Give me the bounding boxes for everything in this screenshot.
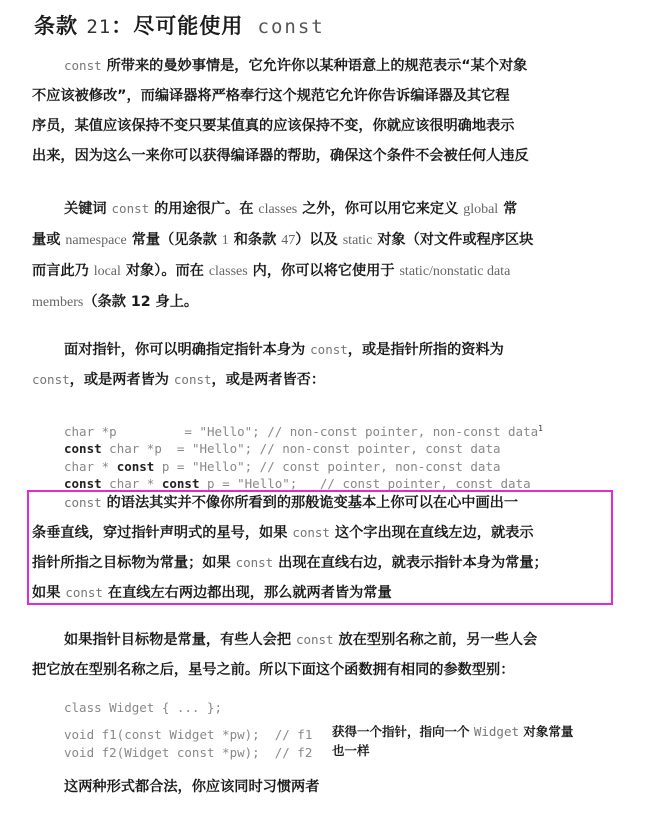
code-annotation: 获得一个指针，指向一个 Widget 对象常量 也一样 bbox=[332, 724, 574, 758]
code-line: char * const p = "Hello"; // const pointer, non-const data bbox=[64, 458, 501, 474]
paragraph-1: const 所带来的曼妙事情是，它允许你以某种语意上的规范表示“某个对象 不应该被修改”，而编译器将严格奉行这个规范它允许你告诉编译器及其它程 序员，某值应该保持不变只要某值真的应该保持不变，你就应该很明确地表示 出来，因为这么一来你可以获得编译器的帮助，确保这个条件不会被任何人违反 bbox=[32, 58, 529, 164]
paragraph-3: 面对指针，你可以明确指定指针本身为 const，或是指针所指的资料为 const，或是两者皆为 const，或是两者皆否： bbox=[32, 342, 504, 388]
code-line-f1: void f1(const Widget *pw); // f1 bbox=[64, 727, 313, 742]
code-line-class-widget: class Widget { ... }; bbox=[64, 700, 223, 715]
code-line: char *p = "Hello"; // non-const pointer, non-const data$^1$ bbox=[64, 423, 543, 439]
title-text: 尽可能使用 bbox=[133, 14, 244, 38]
page-title bbox=[34, 10, 325, 40]
title-number: 21 bbox=[86, 16, 112, 38]
code-line: const char *p = "Hello"; // non-const pointer, const data bbox=[64, 441, 501, 457]
paragraph-4: const 的语法其实并不像你所看到的那般诡变基本上你可以在心中画出一 条垂直线，穿过指针声明式的星号，如果 const 这个字出现在直线左边，就表示 指针所指之目标物为常量；如果 const 出现在直线右边，就表示指针本身为常量； 如果 const 在直线左右两边都出现，那么就两者皆为常量 bbox=[32, 495, 548, 601]
paragraph-2: 关键词 const 的用途很广。在 classes 之外，你可以用它来定义 global 常 量或 namespace 常量（见条款 1 和条款 47）以及 static 对象（对文件或程序区块 而言此乃 local 对象）。而在 classes 内，你可以将它使用于 static/nonstatic data members（条款 12 身上。 bbox=[32, 201, 534, 310]
paragraph-6: 这两种形式都合法，你应该同时习惯两者 bbox=[64, 779, 320, 795]
paragraph-5: 如果指针目标物是常量，有些人会把 const 放在型别名称之前，另一些人会 把它放在型别名称之后，星号之前。所以下面这个函数拥有相同的参数型别： bbox=[32, 632, 538, 678]
code-line: const char * const p = "Hello"; // const pointer, const data bbox=[64, 476, 531, 492]
title-code: const bbox=[257, 16, 325, 38]
title-prefix: 条款 bbox=[34, 14, 78, 38]
title-separator: ： bbox=[111, 14, 134, 38]
code-line-f2: void f2(Widget const *pw); // f2 bbox=[64, 745, 313, 760]
